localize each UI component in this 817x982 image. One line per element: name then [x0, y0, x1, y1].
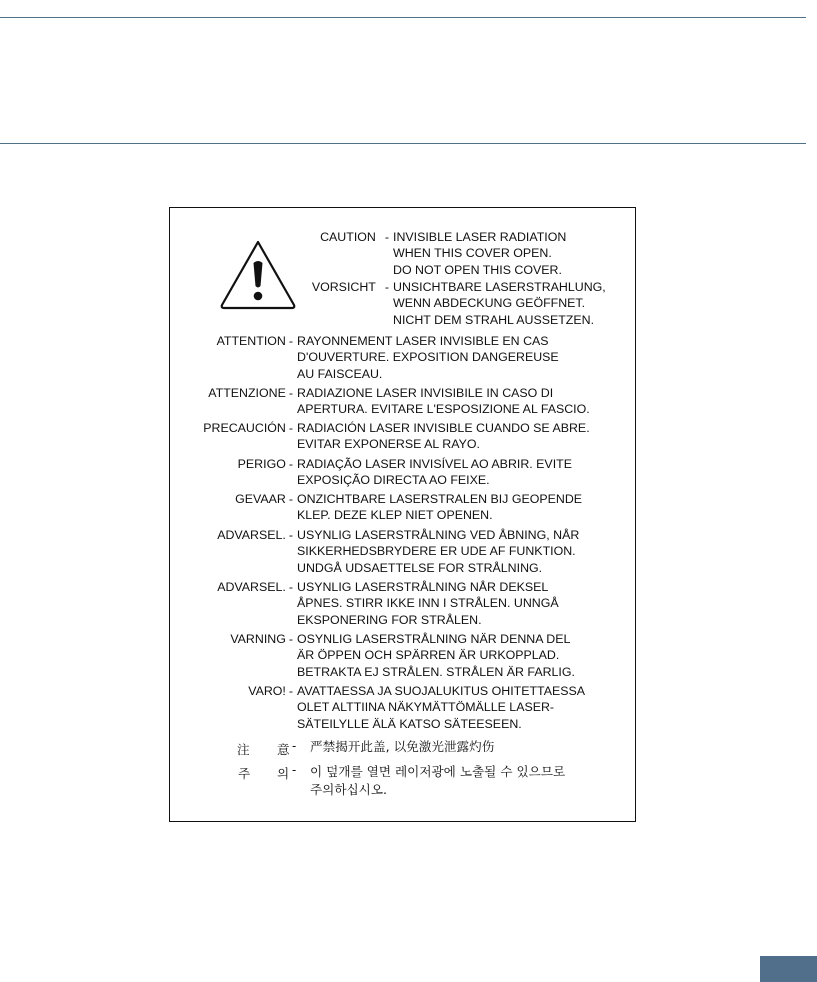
advarsel-danish-term: ADVARSEL. — [217, 528, 286, 542]
varning-line-3: BETRAKTA EJ STRÅLEN. STRÅLEN ÄR FARLIG. — [297, 664, 575, 679]
attenzione-line-2: APERTURA. EVITARE L'ESPOSIZIONE AL FASCIO. — [297, 402, 590, 417]
advarsel-norwegian-line-1: USYNLIG LASERSTRÅLNING NÅR DEKSEL — [297, 580, 549, 594]
advarsel-danish-line-2: SIKKERHEDSBRYDERE ER UDE AF FUNKTION. — [297, 544, 576, 559]
advarsel-norwegian-line-2: ÅPNES. STIRR IKKE INN I STRÅLEN. UNNGÅ — [297, 596, 559, 611]
vorsicht-line-1: UNSICHTBARE LASERSTRAHLUNG, — [393, 280, 606, 294]
varo-line-2: OLET ALTTIINA NÄKYMÄTTÖMÄLLE LASER- — [297, 700, 555, 715]
precaucion-line-2: EVITAR EXPONERSE AL RAYO. — [297, 437, 480, 452]
advarsel-norwegian-line-3: EKSPONERING FOR STRÅLEN. — [297, 612, 482, 627]
chinese-term-1: 注 — [237, 742, 250, 757]
header-rule-top — [0, 17, 806, 18]
varo-term: VARO! — [248, 684, 286, 698]
page-number-tab — [760, 956, 817, 982]
attenzione-term: ATTENZIONE — [208, 386, 286, 400]
caution-line-2: WHEN THIS COVER OPEN. — [393, 246, 552, 261]
chinese-dash: - — [292, 739, 297, 753]
korean-line-1: 이 덮개를 열면 레이저광에 노출될 수 있으므로 — [310, 764, 566, 779]
attention-line-1: RAYONNEMENT LASER INVISIBLE EN CAS — [297, 334, 549, 348]
caution-line-3: DO NOT OPEN THIS COVER. — [393, 262, 562, 277]
varning-line-1: OSYNLIG LASERSTRÅLNING NÄR DENNA DEL — [297, 632, 571, 646]
vorsicht-term: VORSICHT — [311, 280, 376, 294]
perigo-term: PERIGO — [237, 457, 286, 471]
gevaar-line-1: ONZICHTBARE LASERSTRALEN BIJ GEOPENDE — [297, 492, 583, 506]
header-rule-bottom — [0, 143, 806, 144]
varning-line-2: ÄR ÖPPEN OCH SPÄRREN ÄR URKOPPLAD. — [297, 648, 560, 663]
varning-term: VARNING — [230, 632, 286, 646]
attention-term: ATTENTION — [216, 334, 286, 348]
vorsicht-line-3: NICHT DEM STRAHL AUSSETZEN. — [393, 312, 595, 327]
perigo-line-1: RADIAÇÃO LASER INVISÍVEL AO ABRIR. EVITE — [297, 457, 572, 471]
varo-line-1: AVATTAESSA JA SUOJALUKITUS OHITETTAESSA — [297, 684, 586, 698]
gevaar-line-2: KLEP. DEZE KLEP NIET OPENEN. — [297, 508, 493, 523]
korean-line-2: 주의하십시오. — [310, 781, 387, 797]
advarsel-danish-line-1: USYNLIG LASERSTRÅLNING VED ÅBNING, NÅR — [297, 528, 580, 542]
precaucion-term: PRECAUCIÓN — [203, 421, 286, 435]
chinese-line-1: 严禁揭开此盖, 以免激光泄露灼伤 — [310, 739, 495, 754]
korean-term-1: 주 — [238, 766, 251, 781]
korean-term-2: 의 — [277, 766, 290, 781]
korean-dash: - — [292, 763, 297, 777]
attention-line-3: AU FAISCEAU. — [297, 366, 383, 381]
warning-triangle-icon — [219, 239, 297, 310]
laser-warning-label: CAUTION - INVISIBLE LASER RADIATION WHEN THIS COVER OPEN. DO NOT OPEN THIS COVER. VORSICHT - UNSICHTBARE LASERSTRAHLUNG, WENN ABDECKUNG GEÖFFNET. NICHT DEM STRAHL AUSSETZEN. ATTENTION - RAYONNEMENT LASER INVISIBLE EN CAS D'OUVERTURE. EXPOSITION DANGEREUSE AU FAISCEAU. ATTENZIONE - RADIAZIONE LASER INVISIBILE IN CASO DI APERTURA. EVITARE L'ESPOSIZIONE AL FASCIO. PRECAUCIÓN - RADIACIÓN LASER INVISIBLE CUANDO SE ABRE. EVITAR EXPONERSE AL RAYO. PERIGO - RADIAÇÃO LASER INVISÍVEL AO ABRIR. EVITE EXPOSIÇÃO DIRECTA AO FEIXE. GEVAAR - ONZICHTBARE LASERSTRALEN BIJ GEOPENDE KLEP. DEZE KLEP NIET OPENEN. ADVARSEL. - USYNLIG LASERSTRÅLNING VED ÅBNING, NÅR SIKKERHEDSBRYDERE ER UDE AF FUNKTION. UNDGÅ UDSAETTELSE FOR STRÅLNING. ADVARSEL. - USYNLIG LASERSTRÅLNING NÅR DEKSEL ÅPNES. STIRR IKKE INN I STRÅLEN. UNNGÅ EKSPONERING FOR STRÅLEN. VARNING - OSYNLIG LASERSTRÅLNING NÄR DENNA DEL ÄR ÖPPEN OCH SPÄRREN ÄR URKOPPLAD. BETRAKTA EJ STRÅLEN. STRÅLEN ÄR FARLIG. VARO! - AVATTAESSA JA SUOJALUKITUS OHITETTAESSA OLET ALTTIINA NÄKYMÄTTÖMÄLLE LASER- SÄTEILYLLE ÄLÄ KATSO SÄTEESEEN. 注 意 - 严禁揭开此盖, 以免激光泄露灼伤 주 의 - 이 덮개를 열면 레이저광에 노출될 수 있으므로 주의하십시오. — [169, 207, 636, 822]
gevaar-term: GEVAAR — [235, 492, 286, 506]
attention-line-2: D'OUVERTURE. EXPOSITION DANGEREUSE — [297, 350, 559, 365]
varo-line-3: SÄTEILYLLE ÄLÄ KATSO SÄTEESEEN. — [297, 716, 522, 731]
caution-line-1: INVISIBLE LASER RADIATION — [393, 230, 567, 244]
advarsel-danish-line-3: UNDGÅ UDSAETTELSE FOR STRÅLNING. — [297, 560, 543, 575]
caution-term: CAUTION — [320, 230, 376, 244]
perigo-line-2: EXPOSIÇÃO DIRECTA AO FEIXE. — [297, 473, 490, 488]
advarsel-norwegian-term: ADVARSEL. — [217, 580, 286, 594]
precaucion-line-1: RADIACIÓN LASER INVISIBLE CUANDO SE ABRE. — [297, 421, 590, 435]
vorsicht-line-2: WENN ABDECKUNG GEÖFFNET. — [393, 296, 586, 311]
chinese-term-2: 意 — [277, 742, 290, 757]
attenzione-line-1: RADIAZIONE LASER INVISIBILE IN CASO DI — [297, 386, 554, 400]
